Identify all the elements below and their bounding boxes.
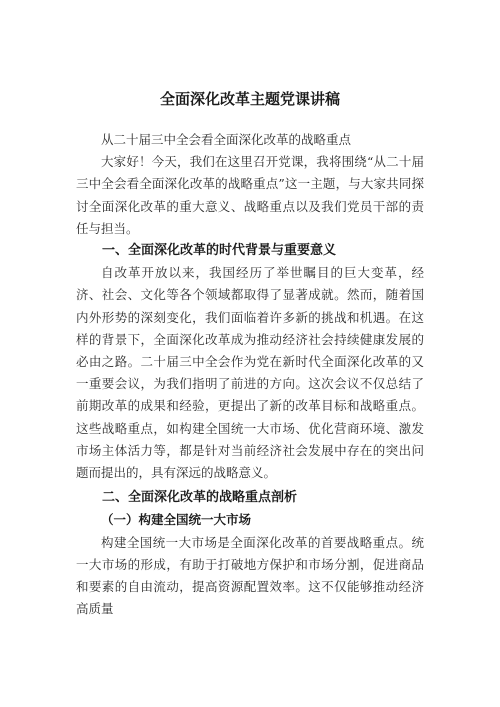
section-2-heading: 二、全面深化改革的战略重点剖析 [102, 490, 298, 506]
section-1-paragraph: 自改革开放以来，我国经历了举世瞩目的巨大变革，经济、社会、文化等各个领域都取得了显著成就。然而，随着国内外形势的深刻变化，我们面临着许多新的挑战和机遇。在这样的背景下，全面深化改革成为推动经济社会持续健康发展的必由之路。二十届三中全会作为党在新时代全面深化改革的又一重要会议，为我们指明了前进的方向。这次会议不仅总结了前期改革的成果和经验，更提出了新的改革目标和战略重点。这些战略重点，如构建全国统一大市场、优化营商环境、激发市场主体活力等，都是针对当前经济社会发展中存在的突出问题而提出的，具有深远的战略意义。 [76, 265, 424, 481]
document-title: 全面深化改革主题党课讲稿 [159, 90, 340, 108]
document-subtitle: 从二十届三中全会看全面深化改革的战略重点 [101, 132, 352, 147]
subsection-1-paragraph: 构建全国统一大市场是全面深化改革的首要战略重点。统一大市场的形成，有助于打破地方保护和市场分割，促进商品和要素的自由流动，提高资源配置效率。这不仅能够推动经济高质量 [76, 534, 424, 617]
document-body [76, 129, 424, 620]
section-1-heading: 一、全面深化改革的时代背景与重要意义 [102, 243, 337, 259]
intro-paragraph: 大家好！今天，我们在这里召开党课，我将围绕“从二十届三中全会看全面深化改革的战略重点”这一主题，与大家共同探讨全面深化改革的重大意义、战略重点以及我们党员干部的责任与担当。 [76, 154, 424, 236]
subsection-1-heading: （一）构建全国统一大市场 [101, 512, 252, 528]
